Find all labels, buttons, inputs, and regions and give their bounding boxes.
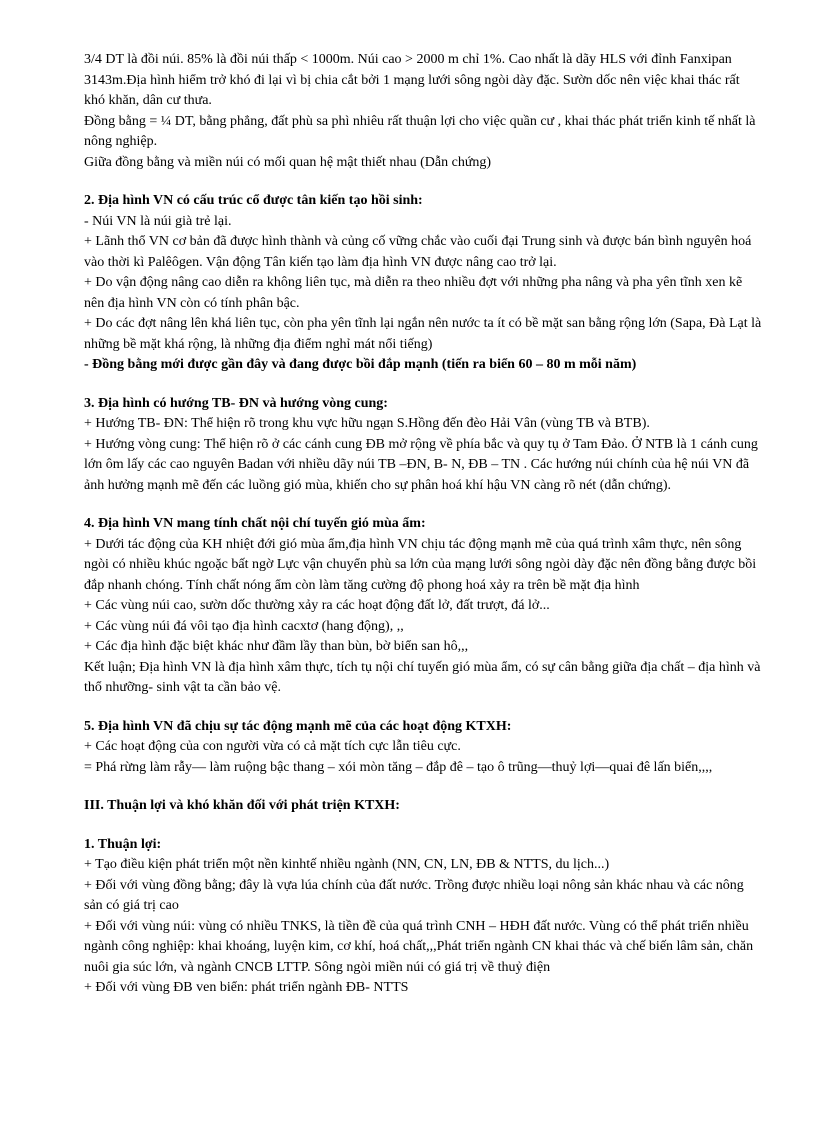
section-3-heading: 3. Địa hình có hướng TB- ĐN và hướng vòng cung: — [84, 395, 388, 411]
section-4-line: + Các địa hình đặc biệt khác như đầm lầy than bùn, bờ biển san hô,,, — [84, 639, 469, 654]
section-iii-1-line: + Đối với vùng đồng bằng; đây là vựa lúa chính của đất nước. Trồng được nhiều loại nông sản khác nhau và các nông sản có giá trị cao — [84, 877, 744, 913]
section-4-line: + Các vùng núi cao, sườn dốc thường xảy ra các hoạt động đất lở, đất trượt, đá lở... — [84, 598, 550, 613]
spacer — [84, 699, 764, 717]
spacer — [84, 817, 764, 835]
section-4-line: + Các vùng núi đá vôi tạo địa hình cacxtơ (hang động), ,, — [84, 618, 404, 634]
section-2-line: + Lãnh thổ VN cơ bản đã được hình thành và củng cố vững chắc vào cuối đại Trung sinh và được bán bình nguyên hoá vào thời kì Palêôgen. Vận động Tân kiến tạo làm địa hình VN được nâng cao trở lại. — [84, 234, 752, 270]
section-5-line: = Phá rừng làm rẫy— làm ruộng bậc thang – xói mòn tăng – đắp đê – tạo ô trũng—thuỷ lợi—quai đê lấn biển,,,, — [84, 759, 713, 775]
section-iii-1-line: + Đối với vùng ĐB ven biển: phát triển ngành ĐB- NTTS — [84, 980, 409, 995]
section-5-line: + Các hoạt động của con người vừa có cả mặt tích cực lẫn tiêu cực. — [84, 739, 461, 754]
section-3-line: + Hướng TB- ĐN: Thể hiện rõ trong khu vực hữu ngạn S.Hồng đến đèo Hải Vân (vùng TB và BTB). — [84, 416, 650, 431]
section-2-line: - Núi VN là núi già trẻ lại. — [84, 213, 232, 229]
section-5-heading: 5. Địa hình VN đã chịu sự tác động mạnh mẽ của các hoạt động KTXH: — [84, 718, 512, 734]
section-iii-heading: III. Thuận lợi và khó khăn đối với phát triện KTXH: — [84, 798, 400, 813]
section-2-line: + Do vận động nâng cao diễn ra không liên tục, mà diễn ra theo nhiều đợt với những pha nâng và pha yên tĩnh xen kẽ nên địa hình VN còn có tính phân bậc. — [84, 275, 743, 311]
spacer — [84, 778, 764, 796]
section-2-heading: 2. Địa hình VN có cấu trúc cổ được tân kiến tạo hồi sinh: — [84, 193, 423, 208]
section-4-conclusion: Kết luận; Địa hình VN là địa hình xâm thực, tích tụ nội chí tuyến gió mùa ẩm, có sự cân bằng giữa địa chất – địa hình và thổ nhưỡng- sinh vật ta cần bảo vệ. — [84, 659, 761, 695]
section-iii-1-line: + Tạo điều kiện phát triển một nền kinhtế nhiều ngành (NN, CN, LN, ĐB & NTTS, du lịch...) — [84, 857, 610, 872]
spacer — [84, 496, 764, 514]
section-4-heading: 4. Địa hình VN mang tính chất nội chí tuyến gió mùa ẩm: — [84, 516, 426, 531]
paragraph-plains: Đồng bằng = ¼ DT, bằng phẳng, đất phù sa phì nhiêu rất thuận lợi cho việc quần cư , khai thác phát triển kinh tế nhất là nông nghiệp. — [84, 113, 756, 149]
paragraph-relation: Giữa đồng bằng và miền núi có mối quan hệ mật thiết nhau (Dẫn chứng) — [84, 154, 492, 170]
section-iii-1-heading: 1. Thuận lợi: — [84, 836, 162, 852]
section-4-line: + Dưới tác động của KH nhiệt đới gió mùa ẩm,địa hình VN chịu tác động mạnh mẽ của quá trình xâm thực, nên sông ngòi có nhiều khúc ngoặc bất ngờ Lực vận chuyển phù sa lớn của mạng lưới sông ngòi dày đặc nên đồng bằng được bồi đắp nhanh chóng. Tính chất nóng ẩm còn làm tăng cường độ phong hoá xảy ra trên bề mặt địa hình — [84, 536, 757, 593]
paragraph-mountains: 3/4 DT là đồi núi. 85% là đồi núi thấp < 1000m. Núi cao > 2000 m chỉ 1%. Cao nhất là dãy HLS với đỉnh Fanxipan 3143m.Địa hình hiểm trở khó đi lại vì bị chia cắt bởi 1 mạng lưới sông ngòi dày đặc. Sườn dốc nên việc khai thác rất khó khăn, dân cư thưa. — [84, 52, 740, 108]
spacer — [84, 173, 764, 191]
section-iii-1-line: + Đối với vùng núi: vùng có nhiều TNKS, là tiền đề của quá trình CNH – HĐH đất nước. Vùng có thể phát triển nhiều ngành công nghiệp: khai khoáng, luyện kim, cơ khí, hoá chất,,,Phát triển ngành CN khai thác và chế biến lâm sản, chăn nuôi gia súc lớn, và ngành CNCB LTTP. Sông ngòi miền núi có giá trị về thuỷ điện — [84, 918, 754, 975]
section-2-line: + Do các đợt nâng lên khá liên tục, còn pha yên tĩnh lại ngắn nên nước ta ít có bề mặt san bằng rộng lớn (Sapa, Đà Lạt là những bề mặt khá rộng, là những địa điểm nghỉ mát nổi tiếng) — [84, 316, 762, 352]
section-2-bold-line: - Đồng bằng mới được gần đây và đang được bồi đắp mạnh (tiến ra biển 60 – 80 m mỗi năm) — [84, 357, 637, 372]
spacer — [84, 376, 764, 394]
document-page — [84, 50, 764, 999]
section-3-line: + Hướng vòng cung: Thể hiện rõ ở các cánh cung ĐB mở rộng về phía bắc và quy tụ ở Tam Đảo. Ở NTB là 1 cánh cung lớn ôm lấy các cao nguyên Badan với nhiều dãy núi TB –ĐN, B- N, ĐB – TN . Các hướng núi chính của hệ núi VN đã ảnh hưởng mạnh mẽ đến các luồng gió mùa, khiến cho sự phân hoá khí hậu VN càng rõ nét (dẫn chứng). — [84, 436, 758, 493]
